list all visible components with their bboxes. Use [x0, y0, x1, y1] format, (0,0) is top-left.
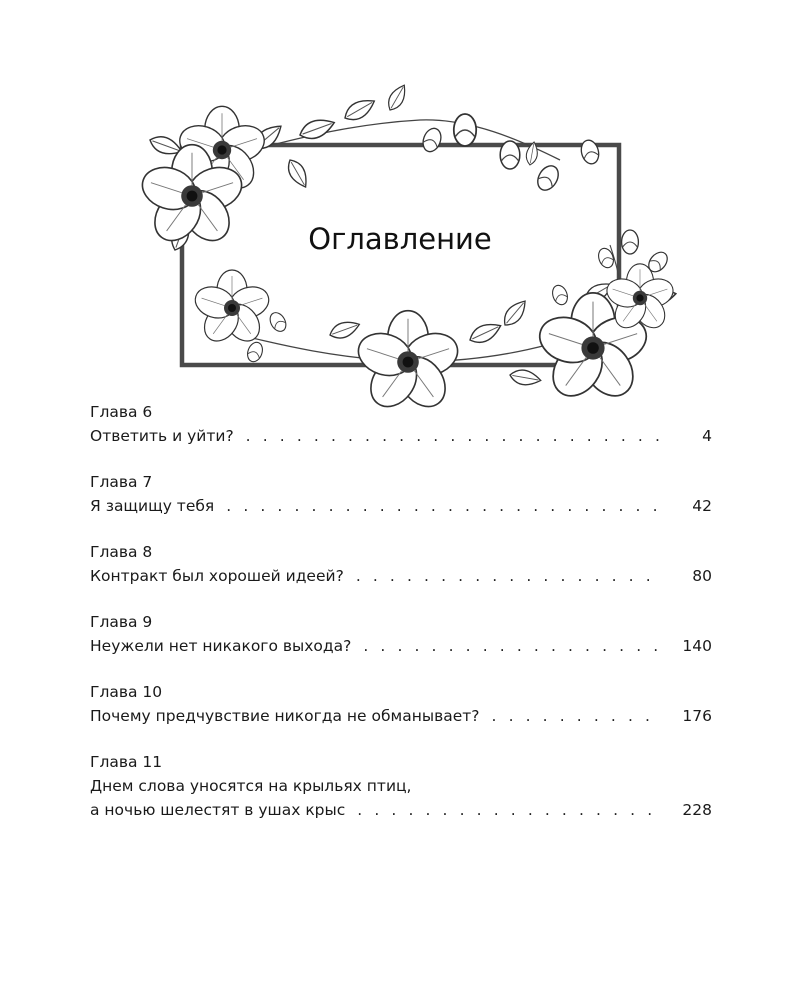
dot-leader	[226, 494, 660, 518]
toc-line	[90, 564, 712, 588]
chapter-title: Я защищу тебя	[90, 497, 215, 515]
toc-entry[interactable]	[90, 610, 712, 658]
chapter-title: Контракт был хорошей идеей?	[90, 567, 344, 585]
toc-line	[90, 634, 712, 658]
chapter-title: Почему предчувствие никогда не обманывает?	[90, 707, 480, 725]
dot-leader	[363, 634, 660, 658]
dot-leader	[357, 798, 660, 822]
chapter-label: Глава 8	[90, 543, 153, 561]
toc-entry[interactable]	[90, 400, 712, 448]
chapter-title-line-1: Днем слова уносятся на крыльях птиц,	[90, 777, 412, 795]
chapter-label: Глава 9	[90, 613, 153, 631]
toc-line	[90, 798, 712, 822]
toc-line	[90, 424, 712, 448]
page-number: 4	[702, 427, 712, 445]
chapter-title-line-2: а ночью шелестят в ушах крыс	[90, 801, 346, 819]
toc-entry[interactable]	[90, 470, 712, 518]
chapter-label: Глава 6	[90, 403, 153, 421]
dot-leader	[246, 424, 660, 448]
chapter-label: Глава 10	[90, 683, 163, 701]
toc-line	[90, 704, 712, 728]
page-number: 80	[692, 567, 712, 585]
page-number: 140	[682, 637, 712, 655]
page-number: 228	[682, 801, 712, 819]
chapter-title: Ответить и уйти?	[90, 427, 234, 445]
toc-entry[interactable]	[90, 540, 712, 588]
chapter-label: Глава 11	[90, 753, 163, 771]
toc-line	[90, 494, 712, 518]
toc-entry[interactable]	[90, 750, 712, 822]
floral-frame-illustration	[0, 0, 800, 420]
toc-line-first	[90, 774, 712, 798]
page-number: 42	[692, 497, 712, 515]
dot-leader	[492, 704, 660, 728]
toc-entry[interactable]	[90, 680, 712, 728]
chapter-title: Неужели нет никакого выхода?	[90, 637, 352, 655]
table-of-contents	[90, 400, 712, 844]
page-title: Оглавление	[308, 222, 492, 256]
page-number: 176	[682, 707, 712, 725]
dot-leader	[356, 564, 660, 588]
chapter-label: Глава 7	[90, 473, 153, 491]
